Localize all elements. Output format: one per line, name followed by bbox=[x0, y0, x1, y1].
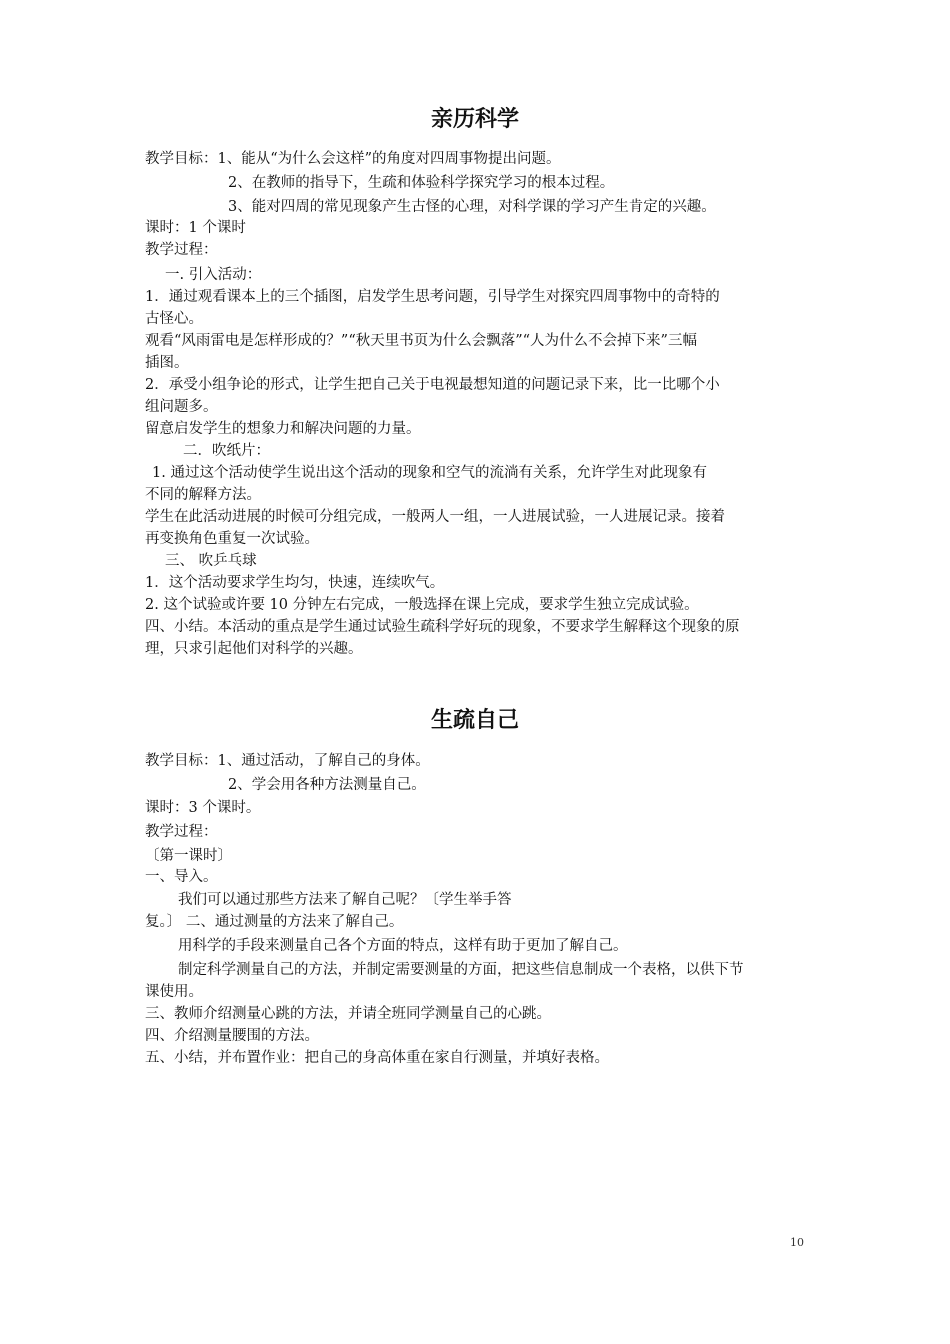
page-number: 10 bbox=[790, 1236, 804, 1249]
text-line: 理，只求引起他们对科学的兴趣。 bbox=[145, 641, 363, 657]
text-line: 一. 引入活动： bbox=[165, 267, 262, 283]
text-line: 课使用。 bbox=[145, 984, 203, 1000]
text-line: 〔第一课时〕 bbox=[145, 848, 232, 864]
text-line: 四、小结。本活动的重点是学生通过试验生疏科学好玩的现象，不要求学生解释这个现象的原 bbox=[145, 619, 740, 635]
text-line: 一、导入。 bbox=[145, 869, 218, 885]
text-line: 插图。 bbox=[145, 355, 189, 371]
text-line: 观看“风雨雷电是怎样形成的？”“秋天里书页为什么会飘落”“人为什么不会掉下来”三幅 bbox=[145, 333, 697, 349]
text-line: 二．吹纸片： bbox=[183, 443, 270, 459]
text-line: 教学过程： bbox=[145, 824, 218, 840]
text-line: 2、学会用各种方法测量自己。 bbox=[228, 777, 426, 793]
text-line: 不同的解释方法。 bbox=[145, 487, 261, 503]
text-line: 用科学的手段来测量自己各个方面的特点，这样有助于更加了解自己。 bbox=[178, 938, 628, 954]
text-line: 复。〕 二、通过测量的方法来了解自己。 bbox=[145, 914, 404, 930]
text-line: 教学目标：1、通过活动，了解自己的身体。 bbox=[145, 753, 430, 769]
text-line: 2、在教师的指导下，生疏和体验科学探究学习的根本过程。 bbox=[228, 175, 615, 191]
text-line: 三、 吹乒乓球 bbox=[165, 553, 257, 569]
text-line: 制定科学测量自己的方法，并制定需要测量的方面，把这些信息制成一个表格，以供下节 bbox=[178, 962, 744, 978]
text-line: 三、教师介绍测量心跳的方法，并请全班同学测量自己的心跳。 bbox=[145, 1006, 551, 1022]
section-title-qinli-kexue: 亲历科学 bbox=[430, 107, 519, 132]
text-line: 1．通过观看课本上的三个插图，启发学生思考问题，引导学生对探究四周事物中的奇特的 bbox=[145, 289, 720, 305]
text-line: 课时：3 个课时。 bbox=[145, 800, 261, 816]
text-line: 教学目标：1、能从“为什么会这样”的角度对四周事物提出问题。 bbox=[145, 151, 561, 167]
text-line: 古怪心。 bbox=[145, 311, 203, 327]
text-line: 1. 通过这个活动使学生说出这个活动的现象和空气的流淌有关系，允许学生对此现象有 bbox=[152, 465, 707, 481]
section-title-shengshu-ziji: 生疏自己 bbox=[430, 708, 519, 733]
text-line: 2. 这个试验或许要 10 分钟左右完成，一般选择在课上完成，要求学生独立完成试验。 bbox=[145, 597, 699, 613]
text-line: 2．承受小组争论的形式，让学生把自己关于电视最想知道的问题记录下来，比一比哪个小 bbox=[145, 377, 720, 393]
text-line: 我们可以通过那些方法来了解自己呢？〔学生举手答 bbox=[178, 892, 512, 908]
text-line: 四、介绍测量腰围的方法。 bbox=[145, 1028, 319, 1044]
text-line: 3、能对四周的常见现象产生古怪的心理，对科学课的学习产生肯定的兴趣。 bbox=[228, 199, 716, 215]
text-line: 1．这个活动要求学生均匀，快速，连续吹气。 bbox=[145, 575, 445, 591]
text-line: 课时：1 个课时 bbox=[145, 220, 246, 236]
text-line: 五、小结，并布置作业：把自己的身高体重在家自行测量，并填好表格。 bbox=[145, 1050, 609, 1066]
text-line: 再变换角色重复一次试验。 bbox=[145, 531, 319, 547]
text-line: 留意启发学生的想象力和解决问题的力量。 bbox=[145, 421, 421, 437]
text-line: 学生在此活动进展的时候可分组完成，一般两人一组，一人进展试验，一人进展记录。接着 bbox=[145, 509, 725, 525]
text-line: 教学过程： bbox=[145, 242, 218, 258]
text-line: 组问题多。 bbox=[145, 399, 218, 415]
